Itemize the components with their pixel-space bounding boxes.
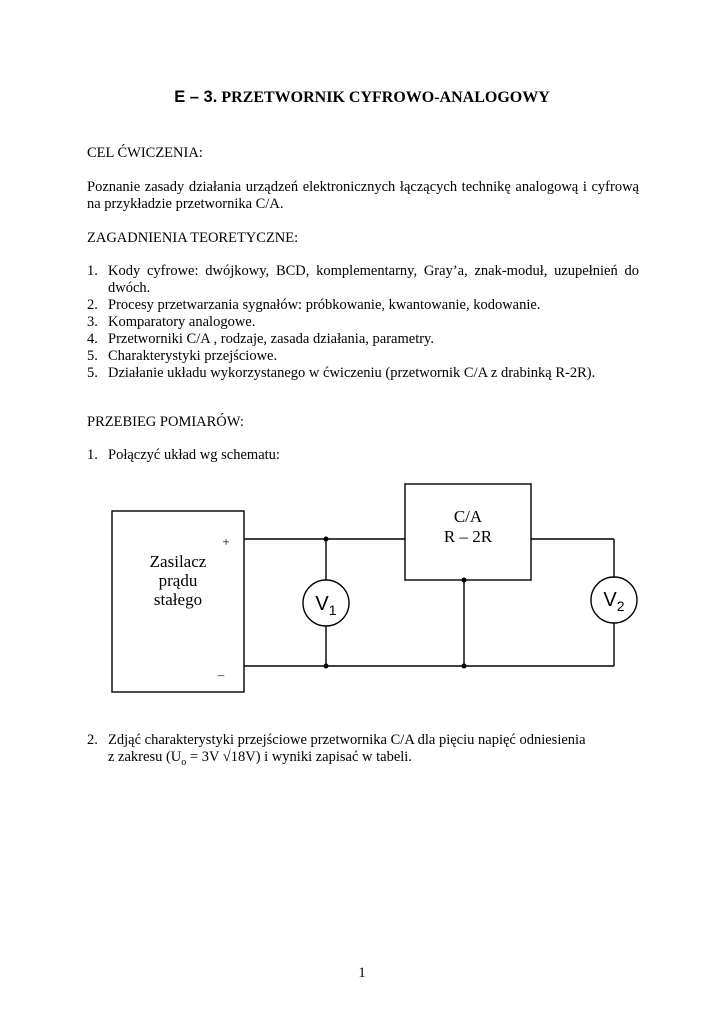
list-number: 5. [87,365,98,381]
goal-text: Poznanie zasady działania urządzeń elektronicznych łączących technikę analogową i cyfrową na przykładzie przetwornika C/A. [87,179,639,212]
list-text: Charakterystyki przejściowe. [108,348,278,364]
list-item [87,314,639,331]
page-number: 1 [358,965,366,981]
voltmeter-v2-label [603,589,624,614]
list-number: 1. [87,263,98,279]
exercise-code: E – 3. [174,88,218,106]
v2-letter: V [603,589,617,611]
list-item [87,297,639,314]
v1-letter: V [315,593,329,615]
list-item [87,732,639,771]
document-title [0,88,724,107]
theory-heading: ZAGADNIENIA TEORETYCZNE: [87,230,299,246]
list-item [87,447,639,464]
junction-dot [462,578,467,583]
list-number: 2. [87,297,98,313]
v1-subscript: 1 [328,602,337,618]
supply-label-line2: prądu [158,571,198,590]
step2-line2-end: = 3V √18V) i wyniki zapisać w tabeli. [186,749,412,765]
list-text: Działanie układu wykorzystanego w ćwiczeniu (przetwornik C/A z drabinką R-2R). [108,365,596,381]
step2-line1: Zdjąć charakterystyki przejściowe przetwornika C/A dla pięciu napięć odniesienia [108,732,586,748]
procedure-heading: PRZEBIEG POMIARÓW: [87,414,244,430]
list-item [87,331,639,348]
procedure-step-1 [87,447,639,464]
supply-label-line1: Zasilacz [149,552,207,571]
list-text: Komparatory analogowe. [108,314,256,330]
step2-subscript: o [181,756,187,768]
exercise-title: PRZETWORNIK CYFROWO-ANALOGOWY [221,89,550,106]
list-text: Przetworniki C/A , rodzaje, zasada działania, parametry. [108,331,434,347]
list-number: 4. [87,331,98,347]
list-item [87,348,639,365]
procedure-step-2 [87,732,639,771]
list-text: Procesy przetwarzania sygnałów: próbkowanie, kwantowanie, kodowanie. [108,297,541,313]
v2-subscript: 2 [616,598,625,614]
junction-dot [324,537,329,542]
step2-line2-start: z zakresu (U [108,749,182,765]
circuit-diagram [0,470,724,710]
converter-label-line2: R – 2R [443,527,493,546]
plus-terminal-label: + [222,534,230,549]
junction-dot [324,664,329,669]
goal-heading: CEL ĆWICZENIA: [87,145,203,161]
list-number: 1. [87,447,98,463]
list-number: 5. [87,348,98,364]
list-number: 2. [87,732,98,748]
list-number: 3. [87,314,98,330]
minus-terminal-label: – [217,667,225,682]
list-item [87,263,639,297]
supply-label-line3: stałego [153,590,203,609]
junction-dot [462,664,467,669]
voltmeter-v1-label [315,593,336,618]
list-item [87,365,639,382]
theory-list [87,263,639,382]
list-text: Kody cyfrowe: dwójkowy, BCD, komplementarny, Gray’a, znak-moduł, uzupełnień do dwóch. [108,263,639,296]
list-text: Połączyć układ wg schematu: [108,447,280,463]
converter-label-line1: C/A [453,507,483,526]
